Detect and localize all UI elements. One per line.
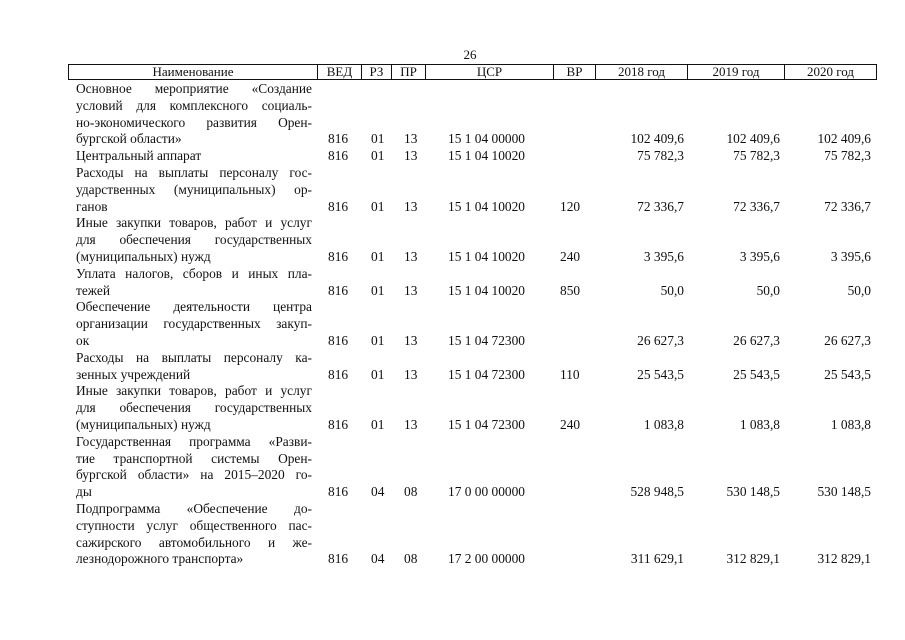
table-row: [0, 148, 905, 165]
row-name: [76, 266, 312, 300]
header-rz: РЗ: [361, 65, 391, 79]
row-rz: 01: [371, 248, 385, 264]
row-name-line: Иные закупки товаров, работ и услуг: [76, 215, 312, 231]
row-pr: 13: [404, 148, 418, 164]
row-2020: 25 543,5: [824, 366, 871, 382]
row-pr: 13: [404, 366, 418, 382]
row-2018: 102 409,6: [630, 131, 684, 147]
row-name-line: ганов: [76, 198, 108, 214]
row-vr: [560, 333, 586, 350]
header-2020: 2020 год: [784, 65, 876, 79]
row-ved: 816: [328, 148, 349, 164]
row-csr: 15 1 04 72300: [448, 366, 525, 382]
table-row: [0, 215, 905, 265]
row-pr: 13: [404, 416, 418, 432]
table-row: [0, 383, 905, 433]
header-ved: ВЕД: [317, 65, 361, 79]
row-2018: 311 629,1: [630, 551, 684, 567]
table-row: [0, 266, 905, 300]
row-2018: 26 627,3: [637, 332, 684, 348]
row-2020: 1 083,8: [830, 416, 871, 432]
row-pr: 08: [404, 551, 418, 567]
row-name-line: ды: [76, 484, 92, 500]
row-name: [76, 383, 312, 433]
row-2018: 50,0: [660, 282, 684, 298]
table-row: [0, 501, 905, 568]
header-csr: ЦСР: [425, 65, 553, 79]
row-2019: 72 336,7: [733, 198, 780, 214]
row-name-line: Расходы на выплаты персоналу гос-: [76, 164, 312, 180]
row-2019: 1 083,8: [739, 416, 780, 432]
row-name-line: лезнодорожного транспорта»: [76, 551, 244, 567]
row-2019: 25 543,5: [733, 366, 780, 382]
row-name-line: условий для комплексного социаль-: [76, 97, 312, 113]
row-ved: 816: [328, 131, 349, 147]
header-pr: ПР: [391, 65, 425, 79]
row-name-line: тежей: [76, 282, 110, 298]
row-2019: 312 829,1: [726, 551, 780, 567]
row-name-line: тие транспортной системы Орен-: [76, 450, 312, 466]
row-name-line: организации государственных закуп-: [76, 316, 312, 332]
row-ved: 816: [328, 248, 349, 264]
row-2020: 72 336,7: [824, 198, 871, 214]
row-2020: 530 148,5: [817, 484, 871, 500]
row-vr: 110: [560, 366, 580, 382]
row-name-line: Иные закупки товаров, работ и услуг: [76, 383, 312, 399]
table-body: [0, 81, 905, 568]
row-2019: 102 409,6: [726, 131, 780, 147]
row-2020: 102 409,6: [817, 131, 871, 147]
row-csr: 15 1 04 72300: [448, 416, 525, 432]
row-name-line: для обеспечения государственных: [76, 232, 312, 248]
row-vr: 240: [560, 248, 581, 264]
row-ved: 816: [328, 282, 349, 298]
row-2019: 530 148,5: [726, 484, 780, 500]
row-2019: 50,0: [756, 282, 780, 298]
row-2019: 26 627,3: [733, 332, 780, 348]
row-ved: 816: [328, 551, 349, 567]
row-2020: 312 829,1: [817, 551, 871, 567]
row-name-line: Основное мероприятие «Создание: [76, 81, 312, 96]
page-number: 26: [463, 47, 477, 62]
row-pr: 13: [404, 131, 418, 147]
row-csr: 15 1 04 10020: [448, 148, 525, 164]
row-name-line: Государственная программа «Разви-: [76, 433, 312, 449]
row-ved: 816: [328, 416, 349, 432]
row-name: [76, 299, 312, 349]
row-name: [76, 501, 312, 568]
row-vr: 120: [560, 198, 581, 214]
row-vr: [560, 131, 586, 148]
table-row: [0, 434, 905, 501]
row-ved: 816: [328, 198, 349, 214]
row-pr: 08: [404, 484, 418, 500]
row-2020: 50,0: [847, 282, 871, 298]
row-vr: 240: [560, 416, 581, 432]
row-vr: [560, 148, 586, 165]
row-vr: 850: [560, 282, 581, 298]
row-csr: 15 1 04 10020: [448, 198, 525, 214]
row-rz: 01: [371, 131, 385, 147]
row-name-line: Расходы на выплаты персоналу ка-: [76, 349, 312, 365]
row-rz: 01: [371, 282, 385, 298]
header-2019: 2019 год: [687, 65, 784, 79]
row-name-line: бургской области»: [76, 131, 182, 147]
row-rz: 01: [371, 366, 385, 382]
row-name: [76, 434, 312, 501]
row-csr: 17 0 00 00000: [448, 484, 525, 500]
row-vr: [560, 551, 586, 568]
header-name: Наименование: [152, 64, 234, 79]
row-2018: 72 336,7: [637, 198, 684, 214]
row-pr: 13: [404, 282, 418, 298]
row-name: [76, 148, 312, 165]
row-2018: 1 083,8: [643, 416, 684, 432]
row-2018: 25 543,5: [637, 366, 684, 382]
header-2018: 2018 год: [595, 65, 687, 79]
row-name-line: бургской области» на 2015–2020 го-: [76, 467, 312, 483]
table-row: [0, 350, 905, 384]
row-name-line: ударственных (муниципальных) ор-: [76, 181, 312, 197]
row-name: [76, 81, 312, 148]
row-rz: 04: [371, 551, 385, 567]
row-rz: 01: [371, 332, 385, 348]
row-2020: 3 395,6: [830, 248, 871, 264]
row-name-line: ступности услуг общественного пас-: [76, 517, 312, 533]
row-csr: 15 1 04 10020: [448, 282, 525, 298]
row-csr: 15 1 04 72300: [448, 332, 525, 348]
row-2018: 75 782,3: [637, 148, 684, 164]
row-name-line: (муниципальных) нужд: [76, 248, 211, 264]
row-name-line: зенных учреждений: [76, 366, 191, 382]
row-name: [76, 215, 312, 265]
row-2020: 75 782,3: [824, 148, 871, 164]
row-2019: 75 782,3: [733, 148, 780, 164]
row-ved: 816: [328, 332, 349, 348]
row-2018: 3 395,6: [643, 248, 684, 264]
row-2020: 26 627,3: [824, 332, 871, 348]
row-name-line: ок: [76, 332, 90, 348]
row-name: [76, 350, 312, 384]
row-csr: 15 1 04 10020: [448, 248, 525, 264]
row-rz: 01: [371, 416, 385, 432]
row-2018: 528 948,5: [630, 484, 684, 500]
row-rz: 04: [371, 484, 385, 500]
header-vr: ВР: [553, 65, 595, 79]
row-name-line: сажирского автомобильного и же-: [76, 534, 312, 550]
row-name-line: для обеспечения государственных: [76, 400, 312, 416]
row-rz: 01: [371, 148, 385, 164]
table-row: [0, 299, 905, 349]
row-name-line: Обеспечение деятельности центра: [76, 299, 312, 315]
row-csr: 17 2 00 00000: [448, 551, 525, 567]
row-ved: 816: [328, 484, 349, 500]
row-pr: 13: [404, 198, 418, 214]
row-csr: 15 1 04 00000: [448, 131, 525, 147]
row-name-line: (муниципальных) нужд: [76, 416, 211, 432]
row-name-line: но-экономического развития Орен-: [76, 114, 312, 130]
table-row: [0, 165, 905, 215]
row-name-line: Подпрограмма «Обеспечение до-: [76, 500, 312, 516]
row-pr: 13: [404, 248, 418, 264]
table-row: [0, 81, 905, 148]
row-rz: 01: [371, 198, 385, 214]
row-name-line: Уплата налогов, сборов и иных пла-: [76, 265, 312, 281]
row-ved: 816: [328, 366, 349, 382]
row-name-line: Центральный аппарат: [76, 148, 202, 164]
row-2019: 3 395,6: [739, 248, 780, 264]
row-vr: [560, 484, 586, 501]
table-header: [68, 64, 877, 80]
row-name: [76, 165, 312, 215]
row-pr: 13: [404, 332, 418, 348]
